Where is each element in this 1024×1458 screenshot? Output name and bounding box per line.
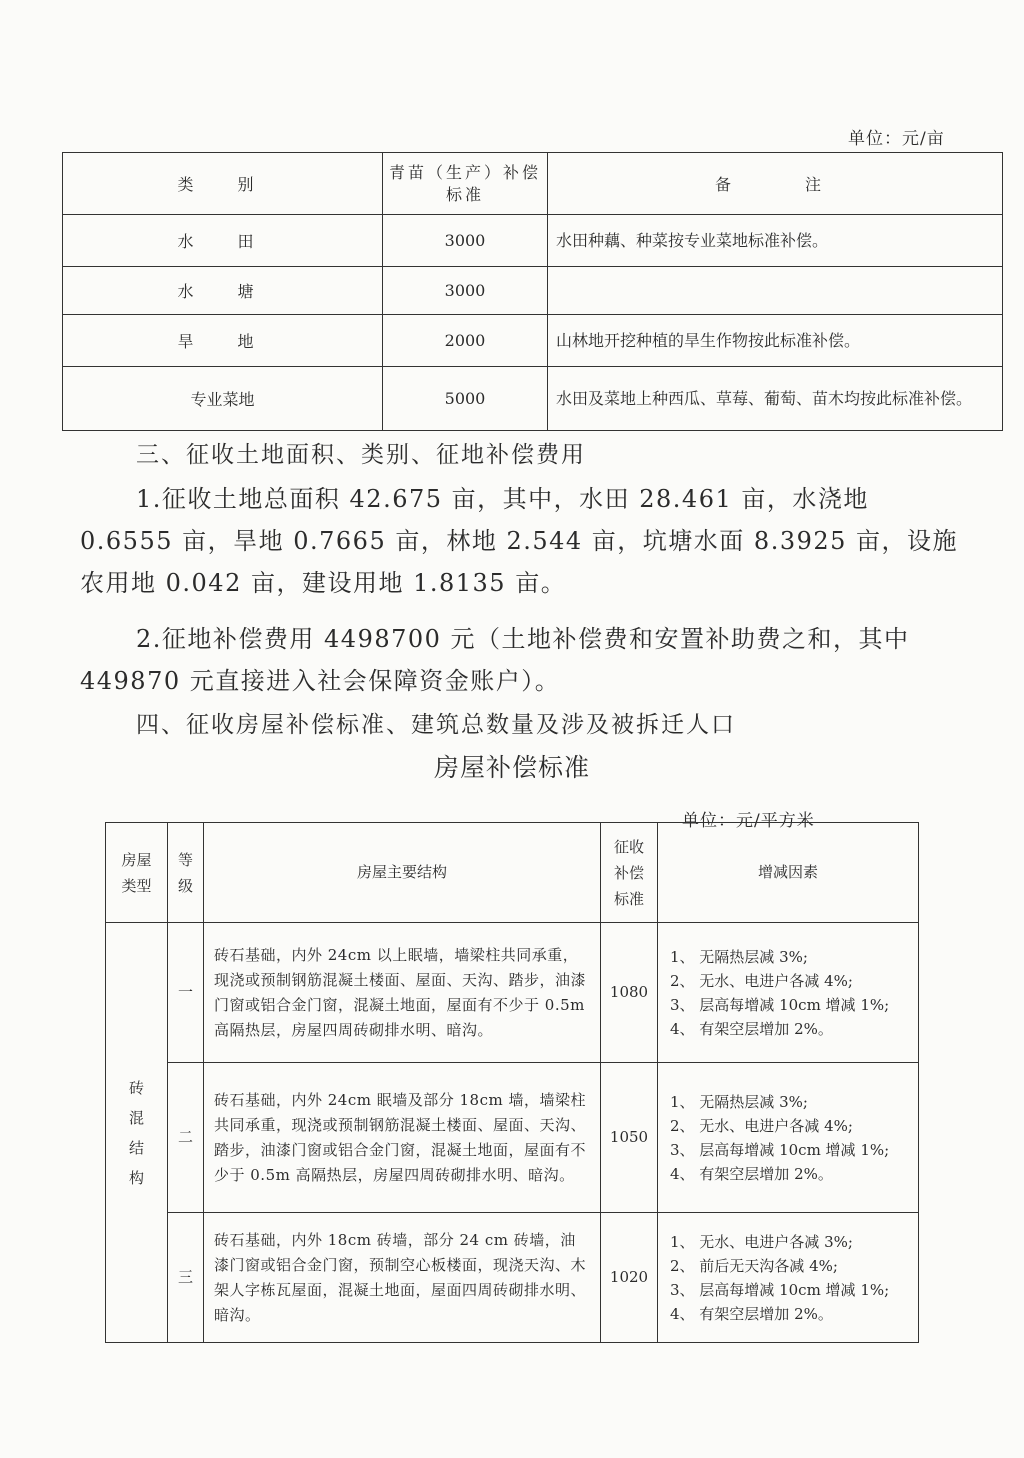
header-house-type: 房屋类型 — [106, 823, 168, 923]
factor-item: 3、 层高每增减 10cm 增减 1%; — [670, 995, 890, 1014]
header-standard: 青苗（生产）补偿标准 — [383, 153, 548, 215]
table-row — [63, 215, 1003, 267]
house-compensation-table — [105, 822, 919, 1343]
cell-structure: 砖石基础，内外 18cm 砖墙，部分 24 cm 砖墙，油漆门窗或铝合金门窗，预制空心板楼面，现浇天沟、木架人字栋瓦屋面，混凝土地面，屋面四周砖砌排水明、暗沟。 — [204, 1213, 601, 1343]
cell-category: 水 田 — [63, 215, 383, 267]
table-row — [63, 367, 1003, 431]
header-structure: 房屋主要结构 — [204, 823, 601, 923]
cell-standard: 5000 — [383, 367, 548, 431]
factor-item: 4、 有架空层增加 2%。 — [670, 1164, 833, 1183]
section4-heading: 四、征收房屋补偿标准、建筑总数量及涉及被拆迁人口 — [136, 712, 736, 738]
section3-paragraph-2: 2.征地补偿费用 4498700 元（土地补偿费和安置补助费之和，其中 449870 元直接进入社会保障资金账户）。 — [80, 625, 910, 695]
factor-item: 1、 无水、电进户各减 3%; — [670, 1232, 853, 1251]
section3-heading: 三、征收土地面积、类别、征地补偿费用 — [136, 442, 586, 468]
table-row — [106, 1063, 919, 1213]
table1-unit: 单位：元/亩 — [848, 129, 945, 149]
header-category: 类 别 — [63, 153, 383, 215]
cell-category: 专业菜地 — [63, 367, 383, 431]
section3-paragraph-1: 1.征收土地总面积 42.675 亩，其中，水田 28.461 亩，水浇地 0.6555 亩，旱地 0.7665 亩，林地 2.544 亩，坑塘水面 8.3925 亩，设施农用地 0.042 亩，建设用地 1.8135 亩。 — [80, 485, 959, 597]
cell-standard: 2000 — [383, 315, 548, 367]
cell-category: 旱 地 — [63, 315, 383, 367]
table-header-row — [106, 823, 919, 923]
cell-house-type: 砖混结构 — [106, 923, 168, 1343]
table-row — [63, 267, 1003, 315]
cell-standard: 3000 — [383, 215, 548, 267]
cell-note: 水田种藕、种菜按专业菜地标准补偿。 — [548, 215, 1003, 267]
green-crop-compensation-table — [62, 152, 1003, 431]
table-header-row — [63, 153, 1003, 215]
table-row — [106, 1213, 919, 1343]
cell-standard: 3000 — [383, 267, 548, 315]
cell-note — [548, 267, 1003, 315]
table-row — [106, 923, 919, 1063]
cell-note: 山林地开挖种植的旱生作物按此标准补偿。 — [548, 315, 1003, 367]
factor-item: 1、 无隔热层减 3%; — [670, 1092, 808, 1111]
cell-grade: 一 — [168, 923, 204, 1063]
factor-item: 4、 有架空层增加 2%。 — [670, 1019, 833, 1038]
table2-unit: 单位：元/平方米 — [682, 811, 815, 831]
factor-item: 2、 无水、电进户各减 4%; — [670, 971, 853, 990]
cell-standard: 1020 — [601, 1213, 658, 1343]
cell-factors — [658, 1213, 919, 1343]
factor-item: 2、 无水、电进户各减 4%; — [670, 1116, 853, 1135]
factor-item: 1、 无隔热层减 3%; — [670, 947, 808, 966]
cell-structure: 砖石基础，内外 24cm 眠墙及部分 18cm 墙，墙梁柱共同承重，现浇或预制钢筋混凝土楼面、屋面、天沟、踏步，油漆门窗或铝合金门窗，混凝土地面，屋面有不少于 0.5m 高隔热层，房屋四周砖砌排水明、暗沟。 — [204, 1063, 601, 1213]
cell-standard: 1050 — [601, 1063, 658, 1213]
cell-grade: 三 — [168, 1213, 204, 1343]
header-standard: 征收补偿标准 — [601, 823, 658, 923]
table2-title: 房屋补偿标准 — [433, 753, 590, 782]
cell-factors — [658, 923, 919, 1063]
factor-item: 3、 层高每增减 10cm 增减 1%; — [670, 1280, 890, 1299]
cell-structure: 砖石基础，内外 24cm 以上眠墙，墙梁柱共同承重，现浇或预制钢筋混凝土楼面、屋面、天沟、踏步，油漆门窗或铝合金门窗，混凝土地面，屋面有不少于 0.5m 高隔热层，房屋四周砖砌排水明、暗沟。 — [204, 923, 601, 1063]
cell-factors — [658, 1063, 919, 1213]
header-note: 备 注 — [548, 153, 1003, 215]
factor-item: 3、 层高每增减 10cm 增减 1%; — [670, 1140, 890, 1159]
cell-note: 水田及菜地上种西瓜、草莓、葡萄、苗木均按此标准补偿。 — [548, 367, 1003, 431]
cell-grade: 二 — [168, 1063, 204, 1213]
cell-category: 水 塘 — [63, 267, 383, 315]
cell-standard: 1080 — [601, 923, 658, 1063]
table-row — [63, 315, 1003, 367]
factor-item: 2、 前后无天沟各减 4%; — [670, 1256, 838, 1275]
header-grade: 等级 — [168, 823, 204, 923]
header-factors: 增减因素 — [658, 823, 919, 923]
factor-item: 4、 有架空层增加 2%。 — [670, 1304, 833, 1323]
